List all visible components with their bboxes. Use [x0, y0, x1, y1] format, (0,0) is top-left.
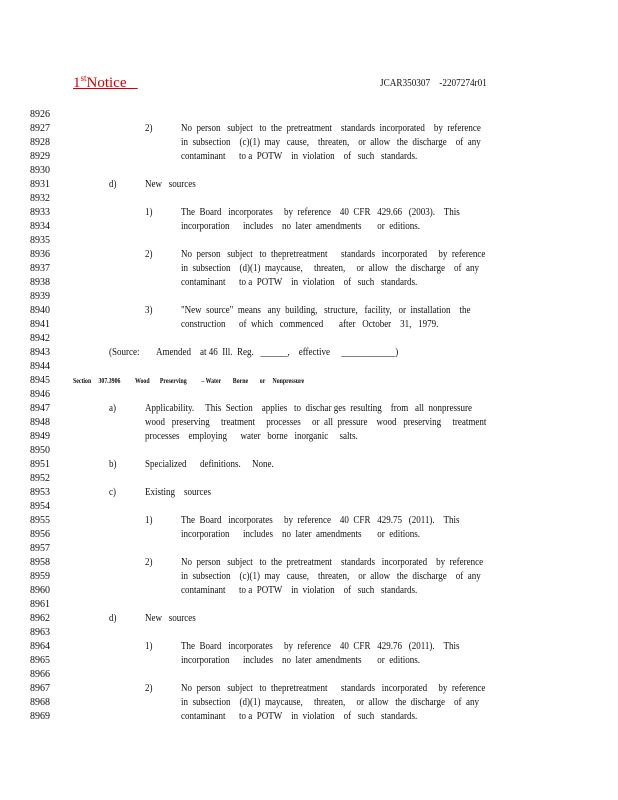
body-text-line: construction of which commenced after October 31, 1979.: [181, 319, 439, 330]
body-text-line: Specialized definitions. None.: [145, 459, 274, 470]
line-number: 8940: [30, 305, 50, 316]
line-number: 8947: [30, 403, 50, 414]
body-text-line: contaminant to a POTW in violation of such standards.: [181, 585, 418, 596]
line-number: 8964: [30, 641, 50, 652]
body-text-line: contaminant to a POTW in violation of such standards.: [181, 277, 418, 288]
line-number: 8942: [30, 333, 50, 344]
line-number: 8966: [30, 669, 50, 680]
line-number: 8958: [30, 557, 50, 568]
line-number: 8968: [30, 697, 50, 708]
item-label: 2): [145, 249, 153, 260]
line-number: 8954: [30, 501, 50, 512]
notice-label: Notice: [86, 75, 127, 91]
line-number: 8959: [30, 571, 50, 582]
item-label: c): [109, 487, 117, 498]
line-number: 8930: [30, 165, 50, 176]
body-text-line: Amended at 46 Ill. Reg. ______, effective ____________): [156, 347, 399, 358]
line-number: 8948: [30, 417, 50, 428]
line-number: 8932: [30, 193, 50, 204]
item-label: 1): [145, 515, 153, 526]
notice-header: [73, 74, 138, 92]
item-label: a): [109, 403, 117, 414]
line-number: 8926: [30, 109, 50, 120]
body-text-line: The Board incorporates by reference 40 CFR 429.76 (2011). This: [181, 641, 460, 652]
body-text-line: contaminant to a POTW in violation of such standards.: [181, 151, 418, 162]
body-text-line: The Board incorporates by reference 40 CFR 429.66 (2003). This: [181, 207, 460, 218]
body-text-line: No person subject to thepretreatment standards incorporated by reference: [181, 249, 486, 260]
line-number: 8952: [30, 473, 50, 484]
line-number: 8943: [30, 347, 50, 358]
line-number: 8951: [30, 459, 50, 470]
line-number: 8933: [30, 207, 50, 218]
section-heading: Section 307.3906 Wood Preserving – Water Borne or Nonpressure: [73, 376, 305, 385]
item-label: 1): [145, 641, 153, 652]
line-number: 8928: [30, 137, 50, 148]
line-number: 8938: [30, 277, 50, 288]
line-number: 8941: [30, 319, 50, 330]
line-number: 8936: [30, 249, 50, 260]
item-label: b): [109, 459, 117, 470]
body-text-line: Existing sources: [145, 487, 211, 498]
line-number: 8961: [30, 599, 50, 610]
line-number: 8967: [30, 683, 50, 694]
line-number: 8927: [30, 123, 50, 134]
line-number: 8953: [30, 487, 50, 498]
line-number: 8955: [30, 515, 50, 526]
line-number: 8946: [30, 389, 50, 400]
item-label: 1): [145, 207, 153, 218]
line-number: 8963: [30, 627, 50, 638]
line-number: 8956: [30, 529, 50, 540]
item-label: 2): [145, 683, 153, 694]
line-number: 8931: [30, 179, 50, 190]
body-text-line: in subsection (c)(1) may cause, threaten, or allow the discharge of any: [181, 571, 481, 582]
line-number: 8944: [30, 361, 50, 372]
body-text-line: No person subject to thepretreatment standards incorporated by reference: [181, 683, 486, 694]
line-number: 8969: [30, 711, 50, 722]
line-number: 8939: [30, 291, 50, 302]
line-number: 8934: [30, 221, 50, 232]
line-number: 8949: [30, 431, 50, 442]
item-label: d): [109, 613, 117, 624]
body-text-line: in subsection (d)(1) maycause, threaten, or allow the discharge of any: [181, 697, 479, 708]
line-number: 8950: [30, 445, 50, 456]
body-text-line: wood preserving treatment processes or all pressure wood preserving treatment: [145, 417, 487, 428]
line-number: 8937: [30, 263, 50, 274]
body-text-line: in subsection (c)(1) may cause, threaten, or allow the discharge of any: [181, 137, 481, 148]
body-text-line: incorporation includes no later amendments or editions.: [181, 221, 420, 232]
body-text-line: incorporation includes no later amendments or editions.: [181, 529, 420, 540]
line-number: 8935: [30, 235, 50, 246]
body-text-line: in subsection (d)(1) maycause, threaten, or allow the discharge of any: [181, 263, 479, 274]
body-text-line: processes employing water borne inorganic salts.: [145, 431, 358, 442]
item-label: 2): [145, 557, 153, 568]
item-label: 3): [145, 305, 153, 316]
body-text-line: contaminant to a POTW in violation of such standards.: [181, 711, 418, 722]
body-text-line: New sources: [145, 179, 196, 190]
item-label: d): [109, 179, 117, 190]
body-text-line: No person subject to the pretreatment standards incorporated by reference: [181, 557, 484, 568]
line-number: 8957: [30, 543, 50, 554]
body-text-line: New sources: [145, 613, 196, 624]
line-number: 8929: [30, 151, 50, 162]
body-text-line: Applicability. This Section applies to dischar ges resulting from all nonpressure: [145, 403, 472, 414]
item-label: (Source:: [109, 347, 140, 358]
body-text-line: The Board incorporates by reference 40 CFR 429.75 (2011). This: [181, 515, 460, 526]
item-label: 2): [145, 123, 153, 134]
notice-number: 1: [73, 75, 81, 91]
line-number: 8960: [30, 585, 50, 596]
body-text-line: "New source" means any building, structure, facility, or installation the: [181, 305, 471, 316]
body-text-line: incorporation includes no later amendments or editions.: [181, 655, 420, 666]
body-text-line: No person subject to the pretreatment standards incorporated by reference: [181, 123, 481, 134]
line-number: 8945: [30, 375, 50, 386]
line-number: 8965: [30, 655, 50, 666]
line-number: 8962: [30, 613, 50, 624]
document-id: JCAR350307 -2207274r01: [380, 78, 487, 89]
notice-ordinal: st: [80, 73, 87, 83]
